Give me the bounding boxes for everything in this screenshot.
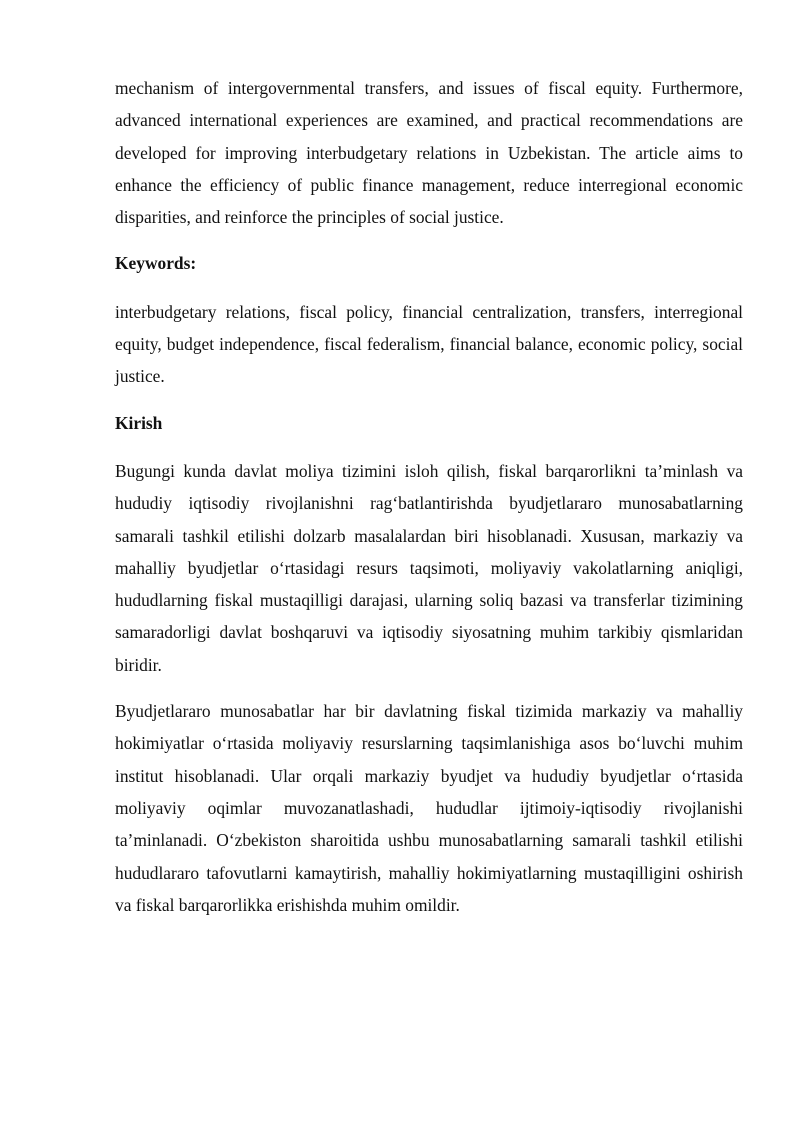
- spacer: [115, 439, 743, 455]
- spacer: [115, 280, 743, 296]
- body-paragraph: Byudjetlararo munosabatlar har bir davlatning fiskal tizimida markaziy va mahalliy hokimiyatlar o‘rtasida moliyaviy resurslarning taqsimlanishiga asos bo‘luvchi muhim institut hisoblanadi. Ular orqali markaziy byudjet va hududiy byudjetlar o‘rtasida moliyaviy oqimlar muvozanatlashadi, hududlar ijtimoiy-iqtisodiy rivojlanishi ta’minlanadi. O‘zbekiston sharoitida ushbu munosabatlarning samarali tashkil etilishi hududlararo tafovutlarni kamaytirish, mahalliy hokimiyatlarning mustaqilligini oshirish va fiskal barqarorlikka erishishda muhim omildir.: [115, 701, 743, 915]
- keywords-heading: Keywords:: [115, 253, 197, 274]
- spacer: [115, 393, 743, 407]
- document-page: [115, 72, 743, 921]
- section-heading-introduction: Kirish: [115, 412, 163, 433]
- keywords-text: interbudgetary relations, fiscal policy, financial centralization, transfers, interregional equity, budget independence, fiscal federalism, financial balance, economic policy, social justice.: [115, 301, 743, 387]
- spacer: [115, 233, 743, 247]
- spacer: [115, 681, 743, 695]
- abstract-paragraph: mechanism of intergovernmental transfers, and issues of fiscal equity. Furthermore, advanced international experiences are examined, and practical recommendations are developed for improving interbudgetary relations in Uzbekistan. The article aims to enhance the efficiency of public finance management, reduce interregional economic disparities, and reinforce the principles of social justice.: [115, 78, 743, 228]
- body-paragraph: Bugungi kunda davlat moliya tizimini isloh qilish, fiskal barqarorlikni ta’minlash va hududiy iqtisodiy rivojlanishni rag‘batlantirishda byudjetlararo munosabatlarning samarali tashkil etilishi dolzarb masalalardan biri hisoblanadi. Xususan, markaziy va mahalliy byudjetlar o‘rtasidagi resurs taqsimoti, moliyaviy vakolatlarning aniqligi, hududlarning fiskal mustaqilligi darajasi, ularning soliq bazasi va transferlar tizimining samaradorligi davlat boshqaruvi va iqtisodiy siyosatning muhim tarkibiy qismlaridan biridir.: [115, 460, 743, 675]
